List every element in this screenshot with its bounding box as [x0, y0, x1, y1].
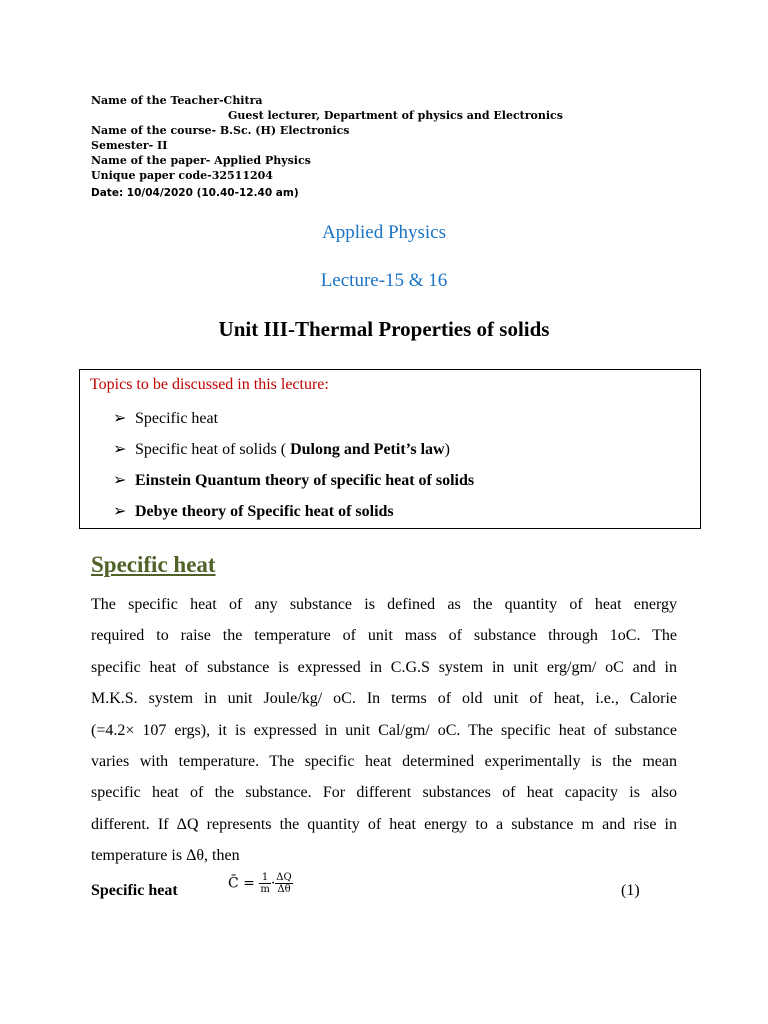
paragraph-line: M.K.S. system in unit Joule/kg/ oC. In terms of old unit of heat, i.e., Calorie [91, 690, 677, 708]
fraction-numerator: ΔQ [276, 872, 292, 883]
arrow-bullet-icon: ➢ [113, 441, 127, 458]
topic-text-bold: Debye theory of Specific heat of solids [135, 503, 394, 520]
equation-lhs: C̄ = [228, 875, 255, 892]
section-heading: Specific heat [91, 552, 216, 577]
teacher-designation: Guest lecturer, Department of physics and Electronics [228, 109, 563, 122]
arrow-bullet-icon: ➢ [113, 472, 127, 489]
section-paragraph [91, 589, 677, 872]
paragraph-line: varies with temperature. The specific heat determined experimentally is the mean [91, 752, 677, 770]
paragraph-line: temperature is Δθ, then [91, 847, 240, 865]
topic-item [113, 470, 474, 490]
paragraph-line: (=4.2× 107 ergs), it is expressed in unit Cal/gm/ oC. The specific heat of substance [91, 721, 677, 739]
fraction-denominator: Δθ [277, 884, 291, 895]
paragraph-line: specific heat of substance is expressed in C.G.S system in unit erg/gm/ oC and in [91, 658, 677, 676]
equation-fraction [275, 872, 292, 895]
topic-text: Specific heat of solids ( [135, 441, 291, 458]
topic-text-bold: Dulong and Petit’s law [290, 441, 445, 458]
paragraph-line: specific heat of the substance. For different substances of heat capacity is also [91, 784, 677, 802]
arrow-bullet-icon: ➢ [113, 503, 127, 520]
equation-number: (1) [621, 882, 640, 899]
equation-dot: · [270, 875, 276, 892]
course-name: Name of the course- B.Sc. (H) Electronics [91, 124, 350, 137]
topic-text-bold: Einstein Quantum theory of specific heat of solids [135, 472, 475, 489]
teacher-name: Name of the Teacher-Chitra [91, 94, 263, 107]
subject-title: Applied Physics [321, 222, 447, 243]
paper-code: Unique paper code-32511204 [91, 169, 273, 182]
unit-title: Unit III-Thermal Properties of solids [218, 317, 550, 341]
semester: Semester- II [91, 139, 168, 152]
fraction-numerator: 1 [259, 872, 270, 884]
arrow-bullet-icon: ➢ [113, 410, 127, 427]
topic-item [113, 501, 394, 521]
lecture-date: Date: 10/04/2020 (10.40-12.40 am) [91, 187, 299, 199]
paragraph-line: different. If ΔQ represents the quantity of heat energy to a substance m and rise in [91, 815, 677, 833]
topics-box [79, 369, 701, 529]
paper-name: Name of the paper- Applied Physics [91, 154, 311, 167]
equation-fraction [259, 872, 270, 895]
equation [228, 872, 293, 895]
equation-label: Specific heat [91, 882, 178, 899]
lecture-title: Lecture-15 & 16 [320, 270, 448, 291]
topic-text: ) [444, 441, 450, 458]
topics-header: Topics to be discussed in this lecture: [90, 376, 329, 393]
fraction-denominator: m [260, 884, 270, 895]
topic-item [113, 408, 218, 428]
paragraph-line: required to raise the temperature of unit mass of substance through 1oC. The [91, 627, 677, 645]
topic-item [113, 439, 450, 459]
paragraph-line: The specific heat of any substance is defined as the quantity of heat energy [91, 596, 677, 613]
topic-text: Specific heat [135, 410, 219, 427]
